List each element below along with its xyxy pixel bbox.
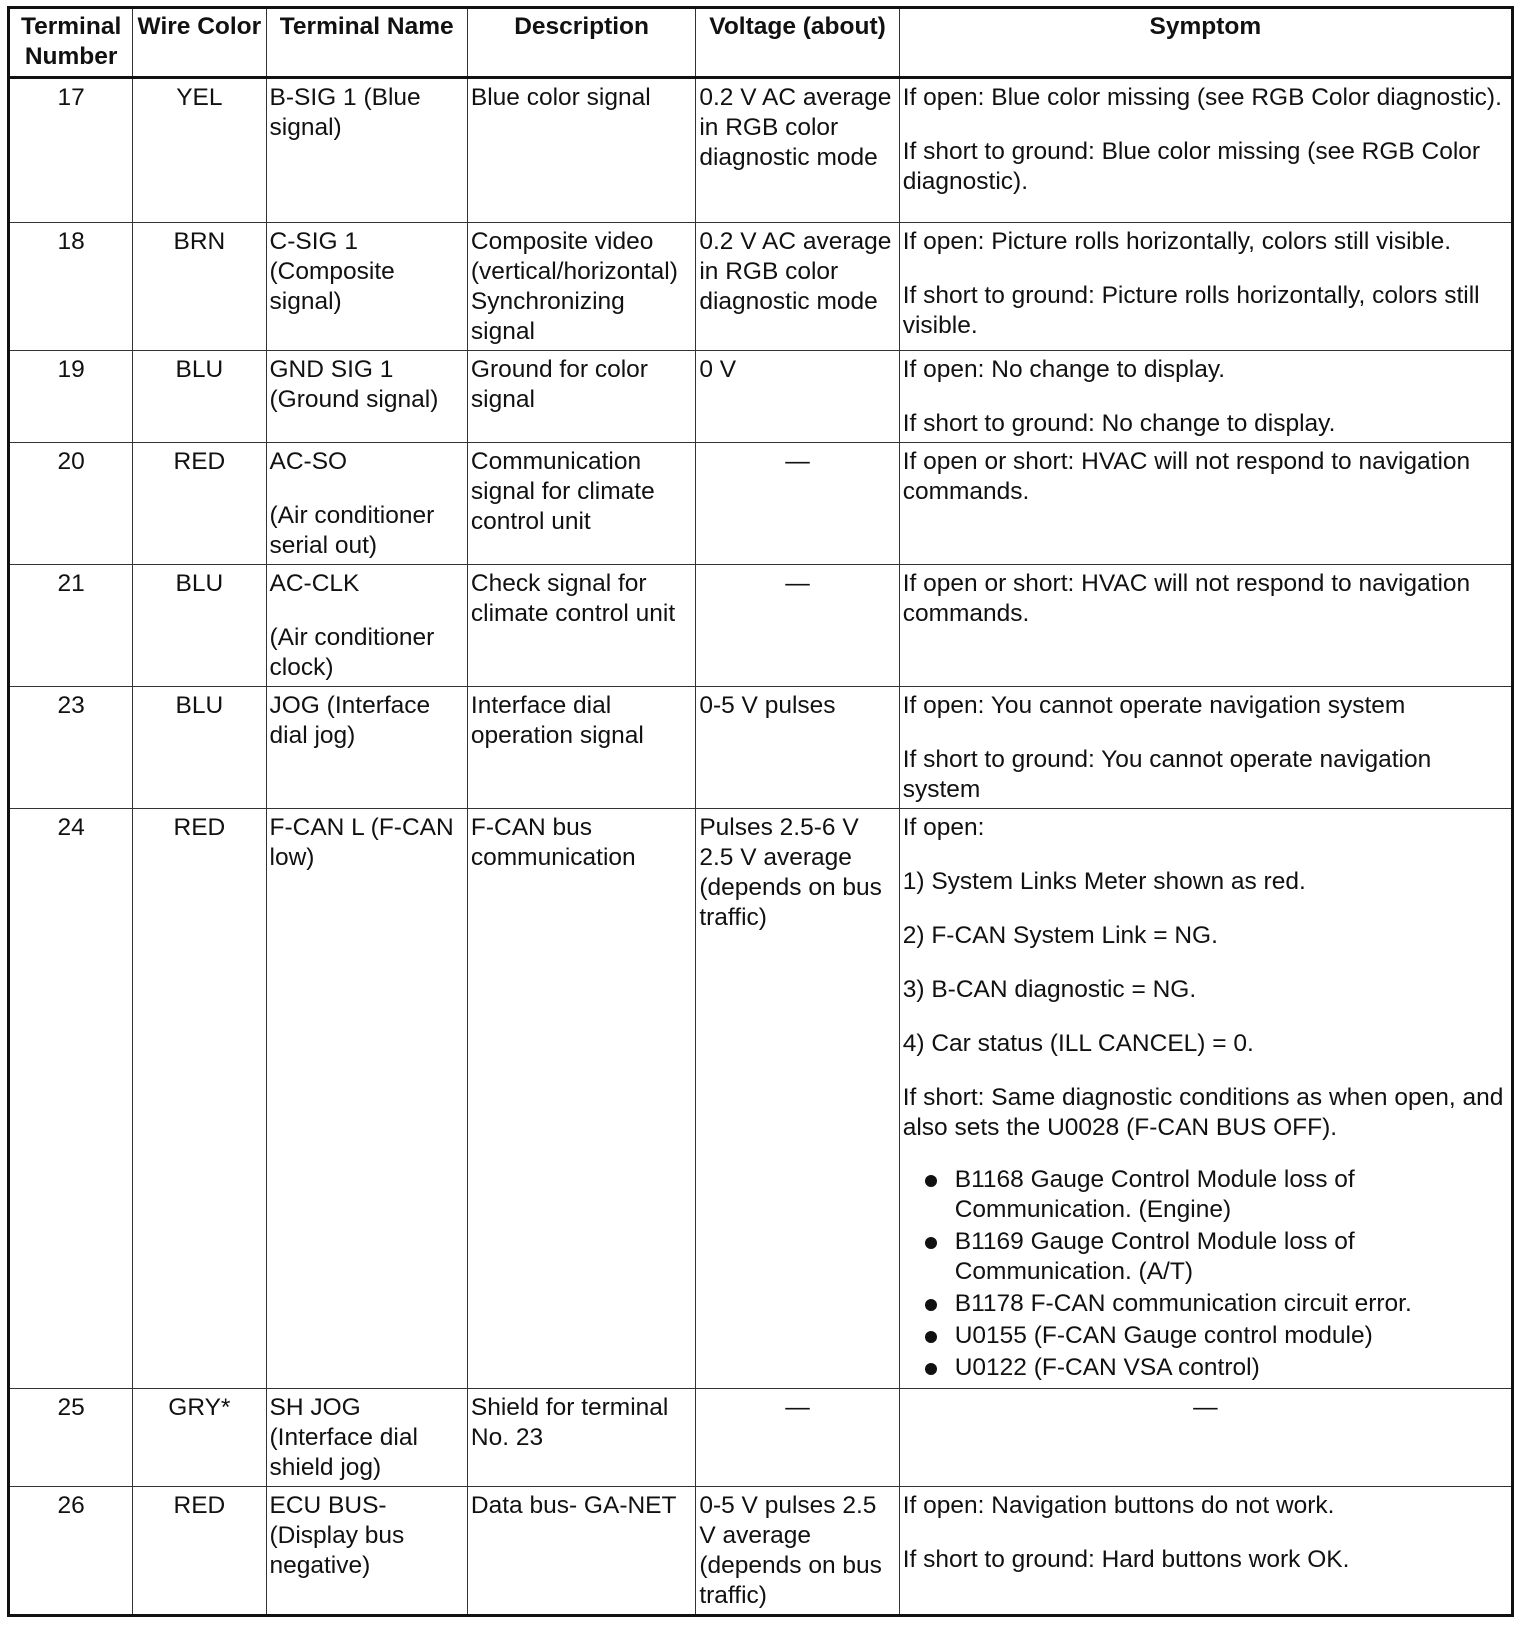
wire-color: BLU [133,687,266,809]
dtc-text: B1178 F-CAN communication circuit error. [954,1290,1412,1317]
table-header [9,8,1513,78]
symptom [899,223,1512,351]
table-row [9,78,1513,223]
symptom-line: If open: No change to display. [902,356,1226,383]
bullet-icon [925,1331,937,1343]
dtc-item [903,1165,1508,1225]
table-row [9,687,1513,809]
terminal-name-line: SH JOG (Interface dial shield jog) [269,1394,418,1481]
description: Check signal for climate control unit [467,565,695,687]
wire-color: BLU [133,351,266,443]
symptom-line: If short to ground: No change to display. [902,410,1336,437]
terminal-name-line: B-SIG 1 (Blue signal) [269,84,421,141]
description: Ground for color signal [467,351,695,443]
header-terminal-name: Terminal Name [266,8,467,78]
symptom [899,809,1512,1389]
voltage: 0.2 V AC average in RGB color diagnostic mode [696,78,899,223]
symptom-line: 3) B-CAN diagnostic = NG. [902,976,1197,1003]
terminal-name-line: AC-CLK [269,570,360,597]
voltage: 0 V [696,351,899,443]
table-row [9,1487,1513,1616]
dtc-text: U0155 (F-CAN Gauge control module) [954,1322,1373,1349]
bullet-icon [925,1299,937,1311]
terminal-name [266,1487,467,1616]
description: Interface dial operation signal [467,687,695,809]
symptom [899,1487,1512,1616]
terminal-name [266,809,467,1389]
wire-color: YEL [133,78,266,223]
bullet-icon [925,1237,937,1249]
table-row [9,223,1513,351]
description: F-CAN bus communication [467,809,695,1389]
terminal-name [266,565,467,687]
terminal-name [266,687,467,809]
symptom-line: If open: You cannot operate navigation system [902,692,1406,719]
table-row [9,443,1513,565]
voltage: Pulses 2.5-6 V 2.5 V average (depends on bus traffic) [696,809,899,1389]
description: Data bus- GA-NET [467,1487,695,1616]
wire-color: BRN [133,223,266,351]
table-body [9,78,1513,1616]
symptom-line: If open: Navigation buttons do not work. [902,1492,1335,1519]
description: Shield for terminal No. 23 [467,1389,695,1487]
wire-color: GRY* [133,1389,266,1487]
terminal-number: 17 [9,78,133,223]
dtc-text: U0122 (F-CAN VSA control) [954,1354,1260,1381]
terminal-name [266,223,467,351]
terminal-name-line: ECU BUS- (Display bus negative) [269,1492,405,1579]
symptom-line: If open: Picture rolls horizontally, colors still visible. [902,228,1452,255]
description: Blue color signal [467,78,695,223]
terminal-number: 25 [9,1389,133,1487]
symptom-line: If short to ground: Blue color missing (see RGB Color diagnostic). [902,138,1481,195]
terminal-name [266,351,467,443]
bullet-icon [925,1363,937,1375]
dtc-text: B1168 Gauge Control Module loss of Communication. (Engine) [954,1166,1355,1223]
header-voltage: Voltage (about) [696,8,899,78]
symptom-line: 2) F-CAN System Link = NG. [902,922,1218,949]
terminal-number: 26 [9,1487,133,1616]
symptom-line: 1) System Links Meter shown as red. [902,868,1306,895]
terminal-name-line: (Air conditioner serial out) [269,502,435,559]
terminal-name-line: C-SIG 1 (Composite signal) [269,228,395,315]
terminal-name-line: JOG (Interface dial jog) [269,692,431,749]
header-symptom: Symptom [899,8,1512,78]
description: Communication signal for climate control unit [467,443,695,565]
symptom-line: — [1193,1394,1218,1421]
terminal-name-line: F-CAN L (F-CAN low) [269,814,454,871]
symptom-line: 4) Car status (ILL CANCEL) = 0. [902,1030,1254,1057]
voltage: — [696,443,899,565]
terminal-name-line: (Air conditioner clock) [269,624,435,681]
table-row [9,351,1513,443]
symptom-line: If open: [902,814,985,841]
voltage: 0-5 V pulses 2.5 V average (depends on bus traffic) [696,1487,899,1616]
header-terminal-number: Terminal Number [9,8,133,78]
voltage: 0.2 V AC average in RGB color diagnostic mode [696,223,899,351]
voltage: — [696,1389,899,1487]
symptom-line: If short: Same diagnostic conditions as when open, and also sets the U0028 (F-CAN BUS OFF). [902,1084,1504,1141]
terminal-number: 18 [9,223,133,351]
table-row [9,565,1513,687]
terminal-name-line: AC-SO [269,448,348,475]
symptom-line: If short to ground: Hard buttons work OK. [902,1546,1350,1573]
wire-color: BLU [133,565,266,687]
terminal-number: 21 [9,565,133,687]
dtc-item [903,1289,1508,1319]
table-row [9,1389,1513,1487]
symptom-line: If open: Blue color missing (see RGB Color diagnostic). [902,84,1502,111]
terminal-number: 20 [9,443,133,565]
symptom [899,351,1512,443]
voltage: 0-5 V pulses [696,687,899,809]
header-wire-color: Wire Color [133,8,266,78]
header-description: Description [467,8,695,78]
dtc-list [903,1165,1508,1383]
symptom-line: If short to ground: Picture rolls horizontally, colors still visible. [902,282,1480,339]
table-row [9,809,1513,1389]
bullet-icon [925,1175,937,1187]
dtc-item [903,1227,1508,1287]
terminal-number: 23 [9,687,133,809]
wire-color: RED [133,1487,266,1616]
symptom-line: If open or short: HVAC will not respond to navigation commands. [902,448,1471,505]
symptom-line: If short to ground: You cannot operate navigation system [902,746,1432,803]
dtc-text: B1169 Gauge Control Module loss of Communication. (A/T) [954,1228,1355,1285]
terminal-number: 24 [9,809,133,1389]
voltage: — [696,565,899,687]
symptom [899,443,1512,565]
header-row [9,8,1513,78]
dtc-item [903,1353,1508,1383]
symptom [899,78,1512,223]
symptom [899,1389,1512,1487]
wire-color: RED [133,443,266,565]
symptom [899,687,1512,809]
terminal-name [266,78,467,223]
terminal-table [7,6,1514,1617]
terminal-number: 19 [9,351,133,443]
symptom-line: If open or short: HVAC will not respond to navigation commands. [902,570,1471,627]
symptom [899,565,1512,687]
terminal-name [266,1389,467,1487]
terminal-name [266,443,467,565]
description: Composite video (vertical/horizontal) Synchronizing signal [467,223,695,351]
wire-color: RED [133,809,266,1389]
dtc-item [903,1321,1508,1351]
terminal-name-line: GND SIG 1 (Ground signal) [269,356,439,413]
